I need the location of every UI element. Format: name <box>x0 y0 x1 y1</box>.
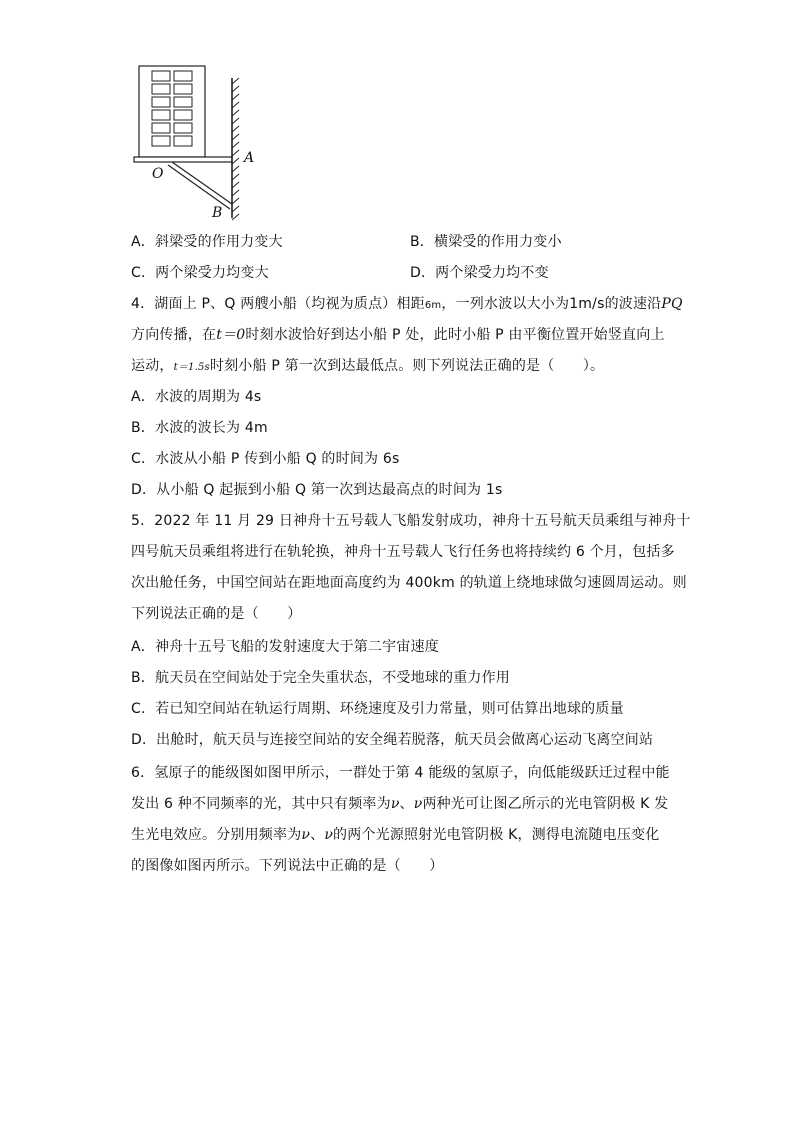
q4-text: ，一列水波以大小为 <box>441 296 570 312</box>
q5-option-d: D．出舱时，航天员与连接空间站的安全绳若脱落，航天员会做离心运动飞离空间站 <box>131 732 654 748</box>
q4-text: 运动， <box>131 358 174 374</box>
q4-speed: 1m/s <box>569 296 605 312</box>
q5-stem-line1: 5．2022 年 11 月 29 日神舟十五号载人飞船发射成功，神舟十五号航天员乘组与神舟十 <box>131 513 691 529</box>
horizontal-beam <box>134 157 232 162</box>
q4-text: 时刻小船 P 第一次到达最低点。则下列说法正确的是（ ）。 <box>209 358 605 374</box>
q4-text: 的波速沿 <box>604 296 662 312</box>
q6-stem-line1: 6．氢原子的能级图如图甲所示，一群处于第 4 能级的氢原子，向低能级跃迁过程中能 <box>131 765 670 781</box>
q4-t: t＝1.5s <box>173 362 210 373</box>
q3-option-c: C．两个梁受力均变大 <box>131 265 269 281</box>
bracket-diagram <box>128 64 268 222</box>
q6-text: 、 <box>310 827 325 843</box>
q5-stem-line3: 次出舱任务，中国空间站在距地面高度约为 400km 的轨道上绕地球做匀速圆周运动。则 <box>131 575 687 591</box>
q4-text: 时刻水波恰好到达小船 P 处，此时小船 P 由平衡位置开始竖直向上 <box>245 327 665 343</box>
q6-text: 两种光可让图乙所示的光电管阴极 K 发 <box>422 796 669 812</box>
q6-stem-line3 <box>131 825 659 845</box>
q4-text: 方向传播，在 <box>131 327 217 343</box>
q5-option-b: B．航天员在空间站处于完全失重状态，不受地球的重力作用 <box>131 670 511 686</box>
q6-nu-2: ν <box>413 796 423 812</box>
q3-option-d: D．两个梁受力均不变 <box>410 265 549 281</box>
q4-stem-line3 <box>131 356 604 378</box>
q4-option-c: C．水波从小船 P 传到小船 Q 的时间为 6s <box>131 451 400 467</box>
q6-stem-line4: 的图像如图丙所示。下列说法中正确的是（ ） <box>131 858 444 874</box>
q4-pq: PQ <box>661 296 683 312</box>
q6-text: 的两个光源照射光电管阴极 K，测得电流随电压变化 <box>333 827 660 843</box>
q5-stem-line4: 下列说法正确的是（ ） <box>131 606 302 622</box>
q6-nu-2: ν <box>324 827 334 843</box>
q6-text: 生光电效应。分别用频率为 <box>131 827 302 843</box>
diagonal-beam-top <box>172 162 232 204</box>
q4-distance: 6m <box>424 300 442 311</box>
q4-option-a: A．水波的周期为 4s <box>131 389 262 405</box>
q4-option-b: B．水波的波长为 4m <box>131 420 268 436</box>
q4-stem-line2 <box>131 325 665 345</box>
q6-nu-1: ν <box>390 796 400 812</box>
q4-t0: t＝0 <box>216 327 246 343</box>
q6-text: 发出 6 种不同频率的光，其中只有频率为 <box>131 796 391 812</box>
q6-stem-line2 <box>131 794 668 814</box>
q4-text: 4．湖面上 P、Q 两艘小船（均视为质点）相距 <box>131 296 425 312</box>
q6-nu-1: ν <box>301 827 311 843</box>
q5-option-a: A．神舟十五号飞船的发射速度大于第二宇宙速度 <box>131 639 439 655</box>
q5-stem-line2: 四号航天员乘组将进行在轨轮换，神舟十五号载人飞行任务也将持续约 6 个月，包括多 <box>131 544 675 560</box>
q4-stem-line1 <box>131 294 683 316</box>
q3-option-a: A．斜梁受的作用力变大 <box>131 234 283 250</box>
wall-hatching <box>232 78 239 220</box>
diagonal-beam-bottom <box>168 165 230 209</box>
bracket-figure <box>128 64 268 222</box>
label-o: O <box>152 166 164 182</box>
q4-option-d: D．从小船 Q 起振到小船 Q 第一次到达最高点的时间为 1s <box>131 482 503 498</box>
q3-option-b: B．横梁受的作用力变小 <box>410 234 562 250</box>
q5-option-c: C．若已知空间站在轨运行周期、环绕速度及引力常量，则可估算出地球的质量 <box>131 701 624 717</box>
bookcase-outline <box>139 66 205 157</box>
label-b: B <box>212 205 223 221</box>
q6-text: 、 <box>399 796 414 812</box>
label-a: A <box>244 150 255 166</box>
